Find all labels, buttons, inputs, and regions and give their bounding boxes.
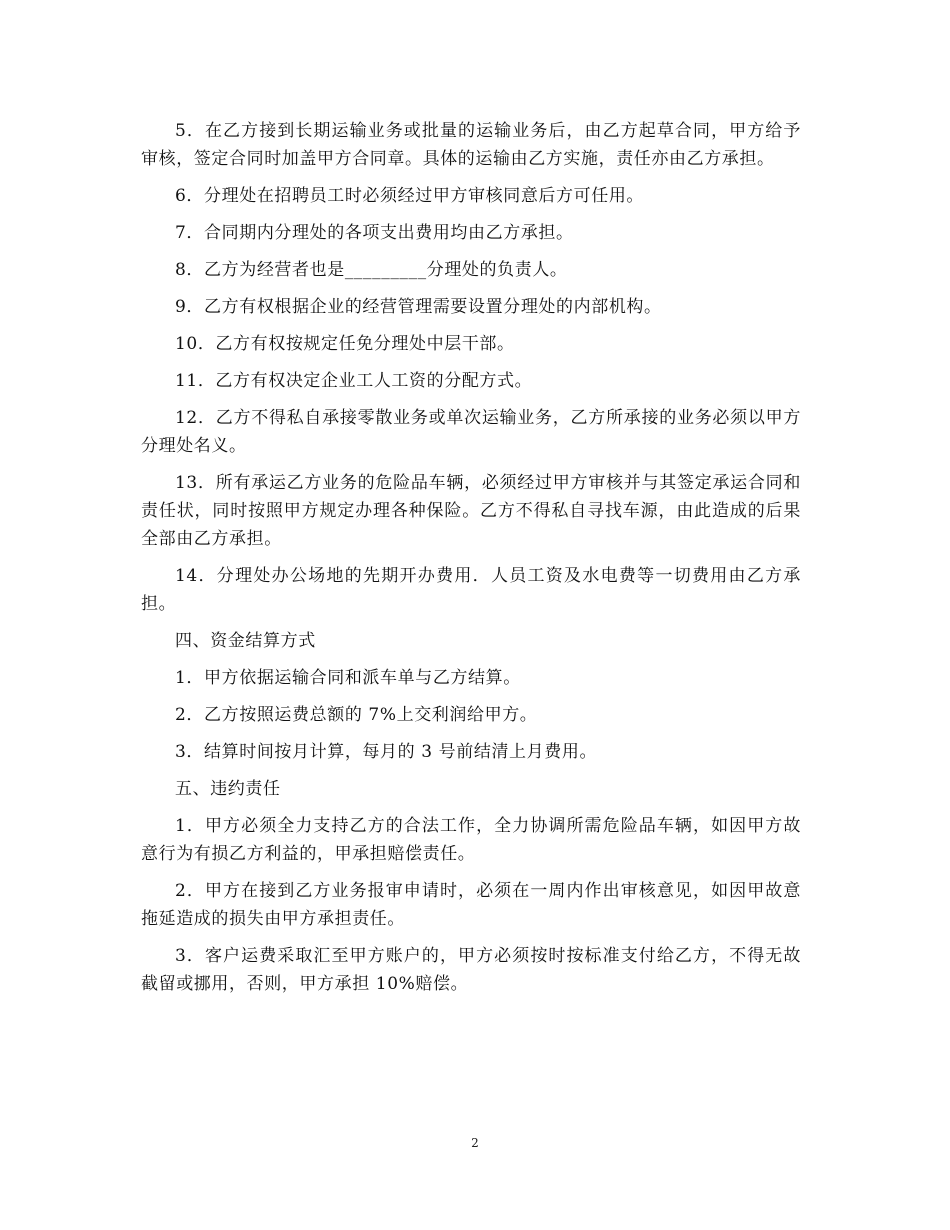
section-heading-settlement: 四、资金结算方式 bbox=[175, 631, 316, 651]
settlement-clause-1: 1．甲方依据运输合同和派车单与乙方结算。 bbox=[175, 668, 521, 688]
liability-clause-1: 1．甲方必须全力支持乙方的合法工作，全力协调所需危险品车辆，如因甲方故意行为有损乙方利益的，甲承担赔偿责任。 bbox=[141, 816, 801, 864]
liability-clause-2: 2．甲方在接到乙方业务报审申请时，必须在一周内作出审核意见，如因甲故意拖延造成的损失由甲方承担责任。 bbox=[141, 881, 801, 929]
clause-5: 5．在乙方接到长期运输业务或批量的运输业务后，由乙方起草合同，甲方给予审核，签定合同时加盖甲方合同章。具体的运输由乙方实施，责任亦由乙方承担。 bbox=[141, 121, 801, 169]
liability-clause-3: 3．客户运费采取汇至甲方账户的，甲方必须按时按标准支付给乙方，不得无故截留或挪用，否则，甲方承担 10%赔偿。 bbox=[141, 946, 801, 994]
section-heading-liability: 五、违约责任 bbox=[175, 779, 281, 799]
settlement-clause-3: 3．结算时间按月计算，每月的 3 号前结清上月费用。 bbox=[175, 742, 598, 762]
clause-11: 11．乙方有权决定企业工人工资的分配方式。 bbox=[175, 371, 533, 391]
clause-12: 12．乙方不得私自承接零散业务或单次运输业务，乙方所承接的业务必须以甲方分理处名义。 bbox=[141, 408, 801, 456]
clause-13: 13．所有承运乙方业务的危险品车辆，必须经过甲方审核并与其签定承运合同和责任状，同时按照甲方规定办理各种保险。乙方不得私自寻找车源，由此造成的后果全部由乙方承担。 bbox=[141, 473, 801, 549]
clause-6: 6．分理处在招聘员工时必须经过甲方审核同意后方可任用。 bbox=[175, 186, 645, 206]
document-body bbox=[141, 117, 801, 1007]
clause-9: 9．乙方有权根据企业的经营管理需要设置分理处的内部机构。 bbox=[175, 297, 662, 317]
page-number: 2 bbox=[471, 1136, 479, 1150]
clause-14: 14．分理处办公场地的先期开办费用．人员工资及水电费等一切费用由乙方承担。 bbox=[141, 566, 801, 614]
settlement-clause-2: 2．乙方按照运费总额的 7%上交利润给甲方。 bbox=[175, 705, 538, 725]
clause-10: 10．乙方有权按规定任免分理处中层干部。 bbox=[175, 334, 515, 354]
clause-8: 8．乙方为经营者也是_________分理处的负责人。 bbox=[175, 260, 568, 280]
clause-7: 7．合同期内分理处的各项支出费用均由乙方承担。 bbox=[175, 223, 574, 243]
